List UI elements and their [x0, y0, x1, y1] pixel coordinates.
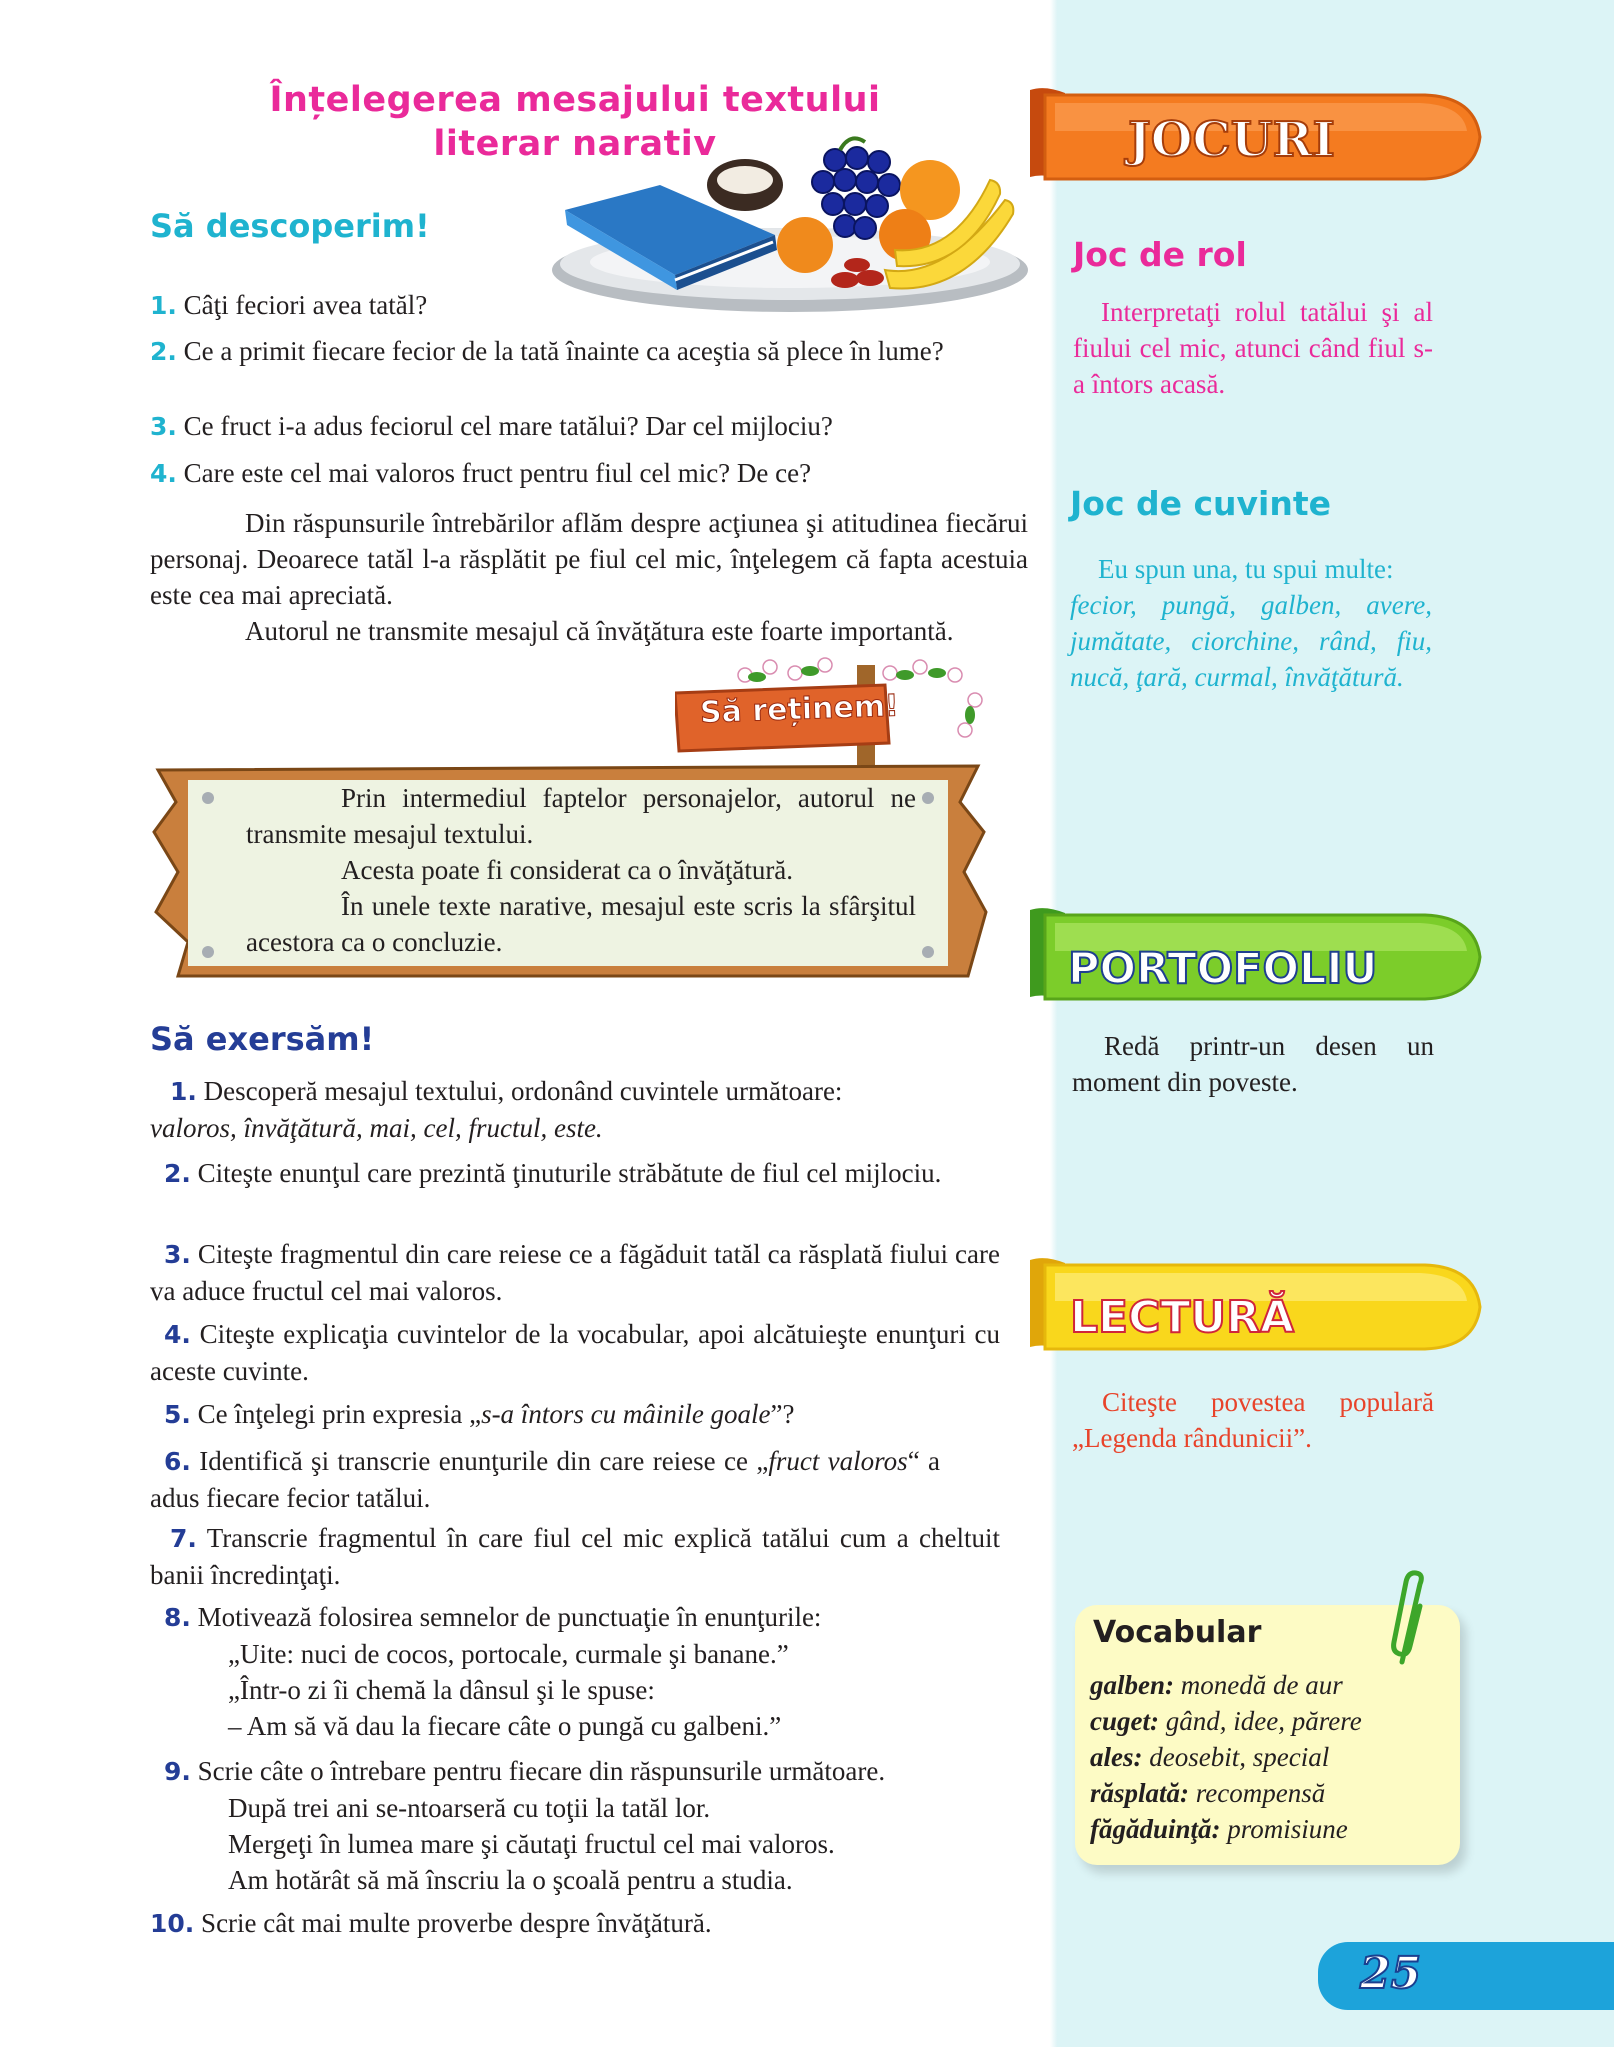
vocab-entry	[1090, 1811, 1460, 1847]
question-3	[150, 408, 1010, 445]
exercise-2	[150, 1155, 1000, 1192]
jocuri-label: JOCURI	[1128, 112, 1335, 168]
question-1-number: 1.	[150, 291, 177, 320]
question-4-number: 4.	[150, 459, 177, 488]
exercise-1-number: 1.	[170, 1077, 197, 1106]
vocabular-list	[1090, 1667, 1460, 1847]
heading-sa-descoperim: Să descoperim!	[150, 207, 430, 245]
vocab-entry	[1090, 1739, 1460, 1775]
vocab-def: gând, idee, părere	[1165, 1706, 1362, 1736]
exercise-8-line-1: „Uite: nuci de cocos, portocale, curmale şi banane.”	[228, 1639, 789, 1669]
portofoliu-body: Redă printr-un desen un moment din poveste.	[1072, 1031, 1434, 1097]
question-2	[150, 333, 1010, 370]
vocabular-heading: Vocabular	[1093, 1615, 1262, 1650]
exercise-2-text: Citeşte enunţul care prezintă ţinuturile străbătute de fiul cel mijlociu.	[197, 1158, 942, 1188]
exercise-3-number: 3.	[164, 1240, 191, 1269]
explanation-paragraph	[150, 505, 1028, 649]
paperclip-icon	[1388, 1570, 1434, 1670]
exercise-3-text: Citeşte fragmentul din care reiese ce a făgăduit tatăl ca răsplată fiului care va aduce fructul cel mai valoros.	[150, 1239, 1000, 1306]
exercise-5-number: 5.	[164, 1400, 191, 1429]
lectura-body: Citeşte povestea populară „Legenda rândunicii”.	[1072, 1387, 1434, 1453]
exercise-7	[150, 1520, 1000, 1593]
joc-de-cuvinte-heading: Joc de cuvinte	[1070, 484, 1332, 523]
vocab-entry	[1090, 1667, 1460, 1703]
exercise-4-number: 4.	[164, 1320, 191, 1349]
portofoliu-label: PORTOFOLIU	[1068, 944, 1378, 994]
exercise-7-text: Transcrie fragmentul în care fiul cel mic explică tatălui cum a cheltuit banii încredinţaţi.	[150, 1523, 1000, 1590]
vocab-def: monedă de aur	[1180, 1670, 1343, 1700]
exercise-1-text: Descoperă mesajul textului, ordonând cuvintele următoare:	[203, 1076, 843, 1106]
joc-de-rol-heading: Joc de rol	[1073, 235, 1247, 274]
vocab-entry	[1090, 1775, 1460, 1811]
exercise-8-line-2: „Într-o zi îi chemă la dânsul şi le spuse:	[228, 1675, 655, 1705]
retinem-line-3: În unele texte narative, mesajul este scris la sfârşitul acestora ca o concluzie.	[246, 891, 916, 957]
exercise-8-line-3: – Am să vă dau la fiecare câte o pungă cu galbeni.”	[228, 1711, 782, 1741]
exercise-10-text: Scrie cât mai multe proverbe despre învăţătură.	[201, 1908, 712, 1938]
vocab-entry	[1090, 1703, 1460, 1739]
vocab-def: recompensă	[1195, 1778, 1326, 1808]
exercise-2-number: 2.	[164, 1159, 191, 1188]
page-number-tab	[1318, 1942, 1614, 2010]
exercise-9-text: Scrie câte o întrebare pentru fiecare din răspunsurile următoare.	[197, 1756, 886, 1786]
exercise-7-number: 7.	[170, 1524, 197, 1553]
lectura-text	[1072, 1384, 1434, 1456]
vocab-def: promisiune	[1227, 1814, 1348, 1844]
exercise-9-number: 9.	[164, 1757, 191, 1786]
exercise-1	[150, 1073, 1030, 1146]
paragraph-1: Din răspunsurile întrebărilor aflăm despre acţiunea şi atitudinea fiecărui personaj. Deoarece tatăl l-a răsplătit pe fiul cel mic, înţelegem că fapta acestuia este cea mai apreciată.	[150, 508, 1028, 610]
retinem-text	[246, 780, 916, 960]
exercise-8-number: 8.	[164, 1603, 191, 1632]
vocab-term: răsplată:	[1090, 1778, 1190, 1808]
exercise-9-line-3: Am hotărât să mă înscriu la o şcoală pentru a studia.	[228, 1865, 793, 1895]
title-line-2: literar narativ	[433, 124, 717, 164]
heading-sa-exersam: Să exersăm!	[150, 1020, 375, 1058]
lectura-label: LECTURĂ	[1070, 1292, 1295, 1343]
joc-de-rol-body: Interpretaţi rolul tatălui şi al fiului cel mic, atunci când fiul s-a întors acasă.	[1073, 297, 1433, 399]
exercise-5-text-c: ”?	[770, 1399, 795, 1429]
exercise-9-line-2: Mergeţi în lumea mare şi căutaţi fructul cel mai valoros.	[228, 1829, 835, 1859]
vocab-term: făgăduinţă:	[1090, 1814, 1221, 1844]
vocab-term: cuget:	[1090, 1706, 1159, 1736]
exercise-9	[150, 1753, 1030, 1898]
exercise-9-line-1: După trei ani se-ntoarseră cu toţii la tatăl lor.	[228, 1793, 711, 1823]
retinem-line-2: Acesta poate fi considerat ca o învăţătură.	[341, 855, 794, 885]
exercise-6-text-c: “ a adus fiecare fecior tatălui.	[150, 1446, 941, 1513]
exercise-10-number: 10.	[150, 1909, 195, 1938]
question-3-number: 3.	[150, 412, 177, 441]
exercise-10	[150, 1905, 1030, 1942]
exercise-6-phrase: fruct valoros	[768, 1446, 908, 1476]
exercise-5-expression: s-a întors cu mâinile goale	[481, 1399, 771, 1429]
question-3-text: Ce fruct i-a adus feciorul cel mare tatălui? Dar cel mijlociu?	[183, 411, 833, 441]
nail-icon	[202, 792, 214, 804]
exercise-5-text-a: Ce înţelegi prin expresia „	[197, 1399, 482, 1429]
portofoliu-text	[1072, 1028, 1434, 1100]
question-4-text: Care este cel mai valoros fruct pentru fiul cel mic? De ce?	[183, 458, 812, 488]
joc-de-rol-text	[1073, 294, 1433, 402]
retinem-line-1: Prin intermediul faptelor personajelor, autorul ne transmite mesajul textului.	[246, 783, 916, 849]
exercise-8-text: Motivează folosirea semnelor de punctuaţie în enunţurile:	[197, 1602, 822, 1632]
exercise-3	[150, 1236, 1000, 1309]
exercise-6-number: 6.	[164, 1447, 191, 1476]
vocab-term: galben:	[1090, 1670, 1174, 1700]
paragraph-2: Autorul ne transmite mesajul că învăţătura este foarte importantă.	[245, 616, 954, 646]
page-number: 25	[1360, 1948, 1422, 1999]
exercise-4-text: Citeşte explicaţia cuvintelor de la vocabular, apoi alcătuieşte enunţuri cu aceste cuvinte.	[150, 1319, 1001, 1386]
exercise-6	[150, 1443, 940, 1516]
exercise-8	[150, 1599, 1030, 1744]
exercise-1-words: valoros, învăţătură, mai, cel, fructul, este.	[150, 1113, 603, 1143]
question-1	[150, 287, 1010, 324]
sa-retinem-label: Să reținem!	[699, 688, 900, 731]
question-1-text: Câţi feciori avea tatăl?	[183, 290, 428, 320]
exercise-4	[150, 1316, 1000, 1389]
vocab-term: ales:	[1090, 1742, 1143, 1772]
joc-de-cuvinte-words: fecior, pungă, galben, avere, jumătate, ciorchine, rând, fiu, nucă, ţară, curmal, învăţătură.	[1070, 590, 1432, 692]
vocab-def: deosebit, special	[1149, 1742, 1330, 1772]
joc-de-cuvinte-intro: Eu spun una, tu spui multe:	[1098, 554, 1394, 584]
question-2-text: Ce a primit fiecare fecior de la tată înainte ca aceştia să plece în lume?	[183, 336, 944, 366]
exercise-6-text-a: Identifică şi transcrie enunţurile din care reiese ce „	[199, 1446, 769, 1476]
question-2-number: 2.	[150, 337, 177, 366]
joc-de-cuvinte-text	[1070, 551, 1432, 695]
title-line-1: Înțelegerea mesajului textului	[269, 80, 881, 120]
exercise-5	[150, 1396, 1030, 1433]
question-4	[150, 455, 1010, 492]
